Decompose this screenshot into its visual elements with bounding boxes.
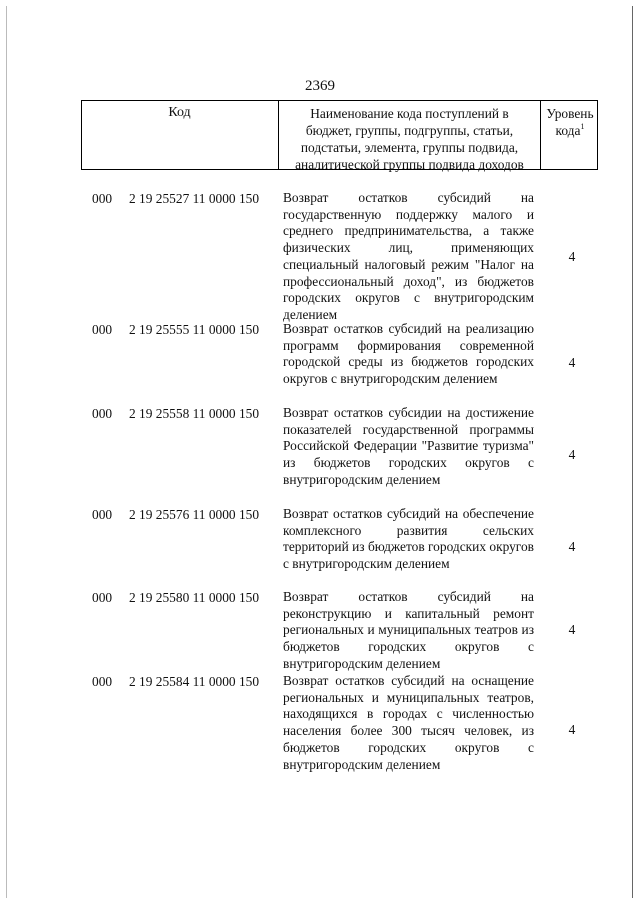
header-name-line: бюджет, группы, подгруппы, статьи, <box>305 123 514 138</box>
row-code: 2 19 25580 11 0000 150 <box>129 590 260 605</box>
row-code: 2 19 25576 11 0000 150 <box>129 507 260 522</box>
row-name: Возврат остатков субсидий на реализацию программ формирования современной городской среды из бюджетов городских округов с внутригородским делением <box>283 321 534 387</box>
row-name: Возврат остатков субсидий на обеспечение комплексного развития сельских территорий из бюджетов городских округов с внутригородским делением <box>283 506 534 572</box>
row-code: 2 19 25555 11 0000 150 <box>129 322 260 337</box>
row-code: 2 19 25558 11 0000 150 <box>129 406 260 421</box>
header-level-footnote: 1 <box>580 122 585 131</box>
row-admin-code: 000 <box>92 590 113 605</box>
row-level: 4 <box>568 355 576 370</box>
header-code: Код <box>168 105 191 120</box>
row-admin-code: 000 <box>92 191 113 206</box>
row-admin-code: 000 <box>92 406 113 421</box>
page-number: 2369 <box>305 78 335 94</box>
header-name <box>280 105 539 173</box>
header-level-text: кода <box>555 123 581 138</box>
row-level: 4 <box>568 722 576 737</box>
row-admin-code: 000 <box>92 674 113 689</box>
row-name: Возврат остатков субсидий на реконструкцию и капитальный ремонт региональных и муниципальных театров из бюджетов городских округов с внутригородским делением <box>283 589 534 671</box>
row-admin-code: 000 <box>92 507 113 522</box>
row-name: Возврат остатков субсидий на государственную поддержку малого и среднего предпринимательства, а также физических лиц, применяющих специальный налоговый режим "Налог на профессиональный доход", из бюджетов городских округов с внутригородским делением <box>283 190 534 322</box>
header-name-line: Наименование кода поступлений в <box>310 106 509 121</box>
row-name: Возврат остатков субсидий на оснащение региональных и муниципальных театров, находящихся в городах с численностью населения более 300 тысяч человек, из бюджетов городских округов с внутригородским делением <box>283 673 534 772</box>
header-level-line <box>542 122 598 139</box>
header-name-line: подстатьи, элемента, группы подвида, <box>300 140 519 155</box>
row-level: 4 <box>568 447 576 462</box>
row-level: 4 <box>568 622 576 637</box>
table-header <box>81 100 598 170</box>
row-level: 4 <box>568 539 576 554</box>
header-divider-1 <box>278 101 279 169</box>
header-divider-2 <box>540 101 541 169</box>
row-name: Возврат остатков субсидии на достижение показателей государственной программы Российской Федерации "Развитие туризма" из бюджетов городских округов с внутригородским делением <box>283 405 534 487</box>
row-code: 2 19 25527 11 0000 150 <box>129 191 260 206</box>
row-level: 4 <box>568 249 576 264</box>
header-level-line: Уровень <box>546 106 594 121</box>
header-name-line: аналитической группы подвида доходов <box>295 157 524 172</box>
row-admin-code: 000 <box>92 322 113 337</box>
header-level <box>542 105 598 139</box>
row-code: 2 19 25584 11 0000 150 <box>129 674 260 689</box>
